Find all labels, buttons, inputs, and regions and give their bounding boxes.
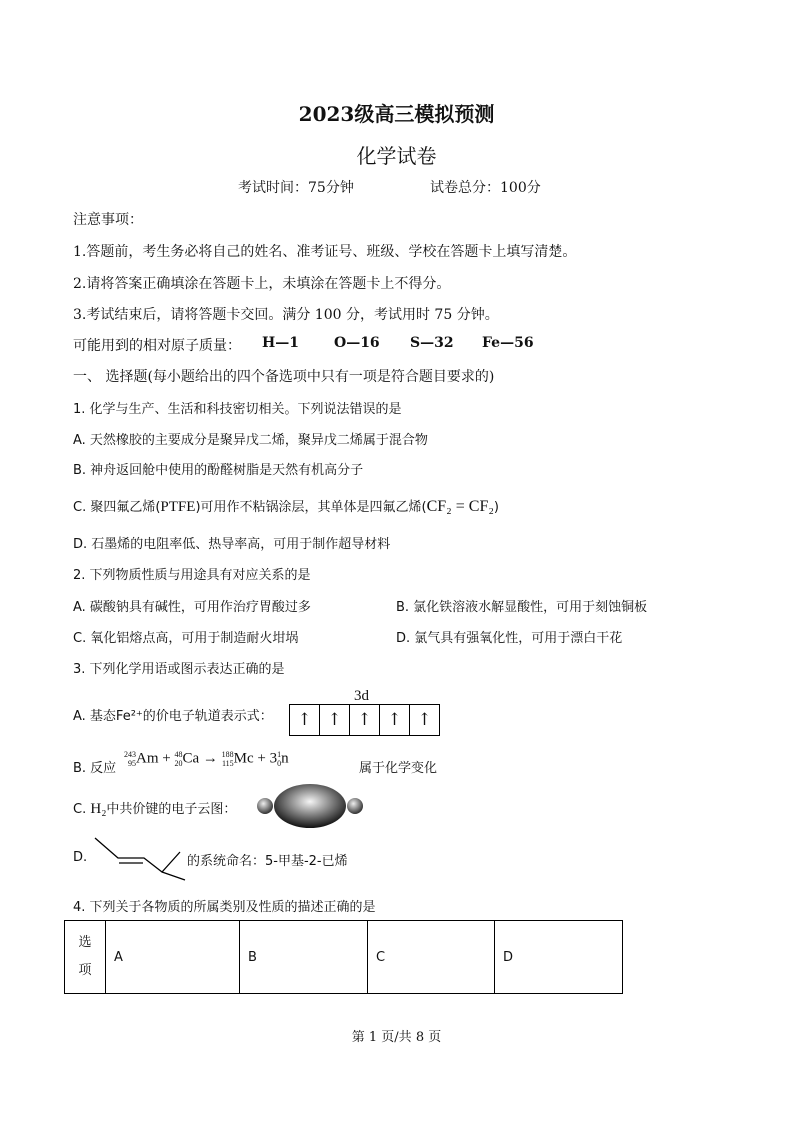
- mc-mass: 188: [221, 750, 234, 759]
- q3-option-a: A. 基态Fe²⁺的价电子轨道表示式：: [73, 709, 273, 724]
- atomic-mass-o: O—16: [334, 335, 380, 351]
- atomic-mass-s: S—32: [410, 335, 454, 351]
- q2-option-a: A. 碳酸钠具有碱性，可用作治疗胃酸过多: [73, 600, 311, 615]
- exam-time: 考试时间：75分钟: [238, 180, 354, 196]
- q3-option-c: [73, 798, 236, 818]
- q1-option-c: [73, 496, 499, 516]
- q1-c-text-1: C. 聚四氟乙烯(: [73, 500, 161, 515]
- q3-option-d-text: 的系统命名：5-甲基-2-已烯: [187, 854, 348, 869]
- atomic-mass-label: 可能用到的相对原子质量：: [73, 338, 241, 354]
- q3-stem: 3. 下列化学用语或图示表达正确的是: [73, 662, 285, 677]
- mc-indices: [222, 750, 234, 768]
- notice-item-2: 2.请将答案正确填涂在答题卡上，未填涂在答题卡上不得分。: [73, 276, 451, 292]
- total-score: 试卷总分：100分: [430, 180, 541, 196]
- q3-option-d-label: D.: [73, 850, 88, 865]
- table-header-d: D: [495, 921, 623, 994]
- am-symbol: Am: [136, 750, 159, 767]
- q2-stem: 2. 下列物质性质与用途具有对应关系的是: [73, 568, 311, 583]
- orbital-box-2: ↑: [320, 705, 350, 735]
- neutron-coefficient: 3: [269, 750, 278, 767]
- table-header-b: B: [240, 921, 368, 994]
- exam-title: 2023级高三模拟预测: [298, 102, 495, 126]
- orbital-box-4: ↑: [380, 705, 410, 735]
- q1-option-b: B. 神舟返回舱中使用的酚醛树脂是天然有机高分子: [73, 463, 364, 478]
- q3-b-suffix: 属于化学变化: [359, 761, 438, 776]
- orbital-box-1: ↑: [290, 705, 320, 735]
- skeletal-structure-image: [90, 832, 188, 884]
- am-number: 95: [128, 759, 136, 768]
- n-mass: 1: [277, 750, 282, 759]
- reaction-arrow: →: [202, 750, 218, 767]
- q2-option-b: B. 氯化铁溶液水解显酸性，可用于刻蚀铜板: [396, 600, 648, 615]
- ca-number: 20: [174, 759, 183, 768]
- page-footer: 第 1 页/共 8 页: [351, 1030, 442, 1045]
- plus-1: +: [162, 750, 171, 767]
- q1-option-d: D. 石墨烯的电阻率低、热导率高，可用于制作超导材料: [73, 537, 391, 552]
- notice-heading: 注意事项：: [73, 212, 143, 228]
- table-header-c: C: [368, 921, 495, 994]
- q4-stem: 4. 下列关于各物质的所属类别及性质的描述正确的是: [73, 900, 376, 915]
- q2-option-d: D. 氯气具有强氧化性，可用于漂白干花: [396, 631, 623, 646]
- q1-c-text-2: )可用作不粘锅涂层，其单体是四氟乙烯(: [195, 500, 427, 515]
- q3-b-text-1: B. 反应: [73, 761, 117, 776]
- notice-item-3: 3.考试结束后，请将答题卡交回。满分 100 分，考试用时 75 分钟。: [73, 307, 499, 323]
- orbital-box-5: ↑: [417, 710, 432, 730]
- table-header-option: 选项: [65, 921, 106, 994]
- orbital-diagram: [289, 704, 440, 736]
- q3-option-b: [73, 757, 116, 776]
- q1-option-a: A. 天然橡胶的主要成分是聚异戊二烯，聚异戊二烯属于混合物: [73, 433, 428, 448]
- table-row: [65, 921, 623, 994]
- electron-cloud-image: [255, 780, 365, 832]
- table-header-a: A: [106, 921, 240, 994]
- ca-symbol: Ca: [182, 750, 200, 767]
- am-indices: [124, 750, 136, 768]
- nuclear-reaction: [124, 750, 289, 768]
- q3-c-label: C.: [73, 802, 87, 817]
- q3-c-text: 中共价键的电子云图：: [106, 802, 237, 817]
- h2-formula: H₂: [90, 801, 107, 817]
- neutron-symbol: n: [281, 750, 289, 767]
- ca-mass: 48: [174, 750, 183, 759]
- section-heading: 一、 选择题(每小题给出的四个备选项中只有一项是符合题目要求的): [73, 369, 495, 385]
- exam-subtitle: 化学试卷: [356, 144, 437, 168]
- mc-number: 115: [221, 759, 234, 768]
- atomic-mass-fe: Fe—56: [482, 335, 534, 351]
- plus-2: +: [257, 750, 266, 767]
- am-mass: 243: [124, 750, 136, 759]
- q1-c-text-3: ): [493, 500, 499, 515]
- q4-table: [64, 920, 623, 994]
- q2-option-c: C. 氧化铝熔点高，可用于制造耐火坩埚: [73, 631, 299, 646]
- tetrafluoroethylene-formula: CF₂ = CF₂: [426, 498, 494, 515]
- notice-item-1: 1.答题前，考生务必将自己的姓名、准考证号、班级、学校在答题卡上填写清楚。: [73, 244, 577, 260]
- orbital-label: 3d: [354, 688, 369, 704]
- q1-stem: 1. 化学与生产、生活和科技密切相关。下列说法错误的是: [73, 402, 402, 417]
- ptfe-label: PTFE: [160, 499, 196, 515]
- orbital-box-3: ↑: [350, 705, 380, 735]
- n-number: 0: [277, 759, 282, 768]
- mc-symbol: Mc: [233, 750, 254, 767]
- atomic-mass-h: H—1: [262, 335, 299, 351]
